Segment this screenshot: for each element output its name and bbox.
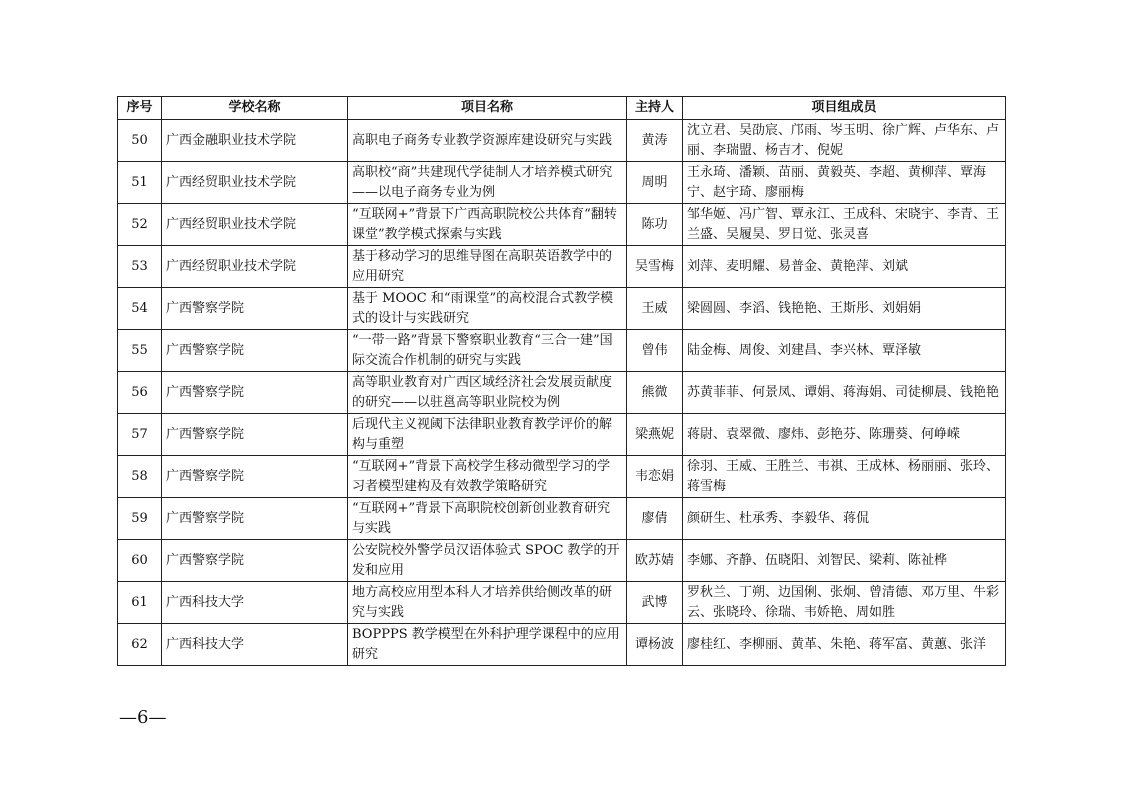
table-header-row [118, 97, 1006, 120]
header-school: 学校名称 [162, 97, 348, 120]
cell-school: 广西警察学院 [162, 372, 348, 414]
cell-no: 58 [118, 456, 162, 498]
cell-project: 公安院校外警学员汉语体验式 SPOC 教学的开发和应用 [348, 540, 627, 582]
cell-no: 62 [118, 624, 162, 666]
cell-project: 地方高校应用型本科人才培养供给侧改革的研究与实践 [348, 582, 627, 624]
cell-host: 韦恋娟 [627, 456, 683, 498]
cell-school: 广西警察学院 [162, 288, 348, 330]
cell-project: 后现代主义视阈下法律职业教育教学评价的解构与重塑 [348, 414, 627, 456]
cell-school: 广西警察学院 [162, 414, 348, 456]
cell-host: 吴雪梅 [627, 246, 683, 288]
cell-members: 廖桂红、李柳丽、黄革、朱艳、蒋军富、黄蕙、张洋 [683, 624, 1006, 666]
cell-no: 61 [118, 582, 162, 624]
table-row [118, 246, 1006, 288]
cell-members: 邹华姬、冯广智、覃永江、王成科、宋晓宇、李青、王兰盛、吴履昊、罗日觉、张灵喜 [683, 204, 1006, 246]
cell-school: 广西金融职业技术学院 [162, 120, 348, 162]
header-members: 项目组成员 [683, 97, 1006, 120]
cell-host: 武博 [627, 582, 683, 624]
cell-members: 陆金梅、周俊、刘建昌、李兴林、覃泽敏 [683, 330, 1006, 372]
cell-no: 59 [118, 498, 162, 540]
cell-project: “互联网+”背景下高校学生移动微型学习的学习者模型建构及有效教学策略研究 [348, 456, 627, 498]
header-project: 项目名称 [348, 97, 627, 120]
table-row [118, 582, 1006, 624]
cell-host: 王威 [627, 288, 683, 330]
cell-no: 57 [118, 414, 162, 456]
project-table [117, 96, 1006, 666]
table-row [118, 204, 1006, 246]
table-row [118, 372, 1006, 414]
cell-members: 刘萍、麦明耀、易普金、黄艳萍、刘斌 [683, 246, 1006, 288]
cell-project: 高等职业教育对广西区域经济社会发展贡献度的研究——以驻邕高等职业院校为例 [348, 372, 627, 414]
cell-school: 广西警察学院 [162, 330, 348, 372]
cell-no: 51 [118, 162, 162, 204]
cell-project: 基于移动学习的思维导图在高职英语教学中的应用研究 [348, 246, 627, 288]
cell-members: 徐羽、王威、王胜兰、韦祺、王成林、杨丽丽、张玲、蒋雪梅 [683, 456, 1006, 498]
table-row [118, 624, 1006, 666]
cell-no: 50 [118, 120, 162, 162]
cell-school: 广西经贸职业技术学院 [162, 204, 348, 246]
cell-project: “互联网+”背景下广西高职院校公共体育“翻转课堂”教学模式探索与实践 [348, 204, 627, 246]
cell-host: 周明 [627, 162, 683, 204]
cell-school: 广西科技大学 [162, 624, 348, 666]
table-row [118, 498, 1006, 540]
header-host: 主持人 [627, 97, 683, 120]
cell-host: 黄涛 [627, 120, 683, 162]
table-row [118, 162, 1006, 204]
cell-host: 曾伟 [627, 330, 683, 372]
cell-members: 颜研生、杜承秀、李毅华、蒋侃 [683, 498, 1006, 540]
table-row [118, 414, 1006, 456]
cell-school: 广西经贸职业技术学院 [162, 162, 348, 204]
cell-host: 廖倩 [627, 498, 683, 540]
cell-project: BOPPPS 教学模型在外科护理学课程中的应用研究 [348, 624, 627, 666]
cell-no: 60 [118, 540, 162, 582]
cell-host: 欧苏婧 [627, 540, 683, 582]
cell-project: 高职校“商”共建现代学徒制人才培养模式研究——以电子商务专业为例 [348, 162, 627, 204]
cell-school: 广西科技大学 [162, 582, 348, 624]
table-body [118, 120, 1006, 666]
cell-project: 高职电子商务专业教学资源库建设研究与实践 [348, 120, 627, 162]
cell-no: 53 [118, 246, 162, 288]
cell-project: “互联网+”背景下高职院校创新创业教育研究与实践 [348, 498, 627, 540]
cell-members: 李娜、齐静、伍晓阳、刘智民、梁莉、陈祉桦 [683, 540, 1006, 582]
cell-school: 广西警察学院 [162, 540, 348, 582]
table-row [118, 456, 1006, 498]
cell-no: 54 [118, 288, 162, 330]
cell-host: 梁燕妮 [627, 414, 683, 456]
cell-no: 56 [118, 372, 162, 414]
cell-members: 沈立君、吴劭宸、邝雨、岑玉明、徐广辉、卢华东、卢丽、李瑞盟、杨吉才、倪妮 [683, 120, 1006, 162]
cell-members: 梁圆圆、李滔、钱艳艳、王斯彤、刘娟娟 [683, 288, 1006, 330]
cell-project: 基于 MOOC 和“雨课堂”的高校混合式教学模式的设计与实践研究 [348, 288, 627, 330]
cell-no: 55 [118, 330, 162, 372]
cell-members: 苏黄菲菲、何景凤、谭娟、蒋海娟、司徒柳晨、钱艳艳 [683, 372, 1006, 414]
table-row [118, 120, 1006, 162]
table-row [118, 540, 1006, 582]
header-no: 序号 [118, 97, 162, 120]
cell-project: “一带一路”背景下警察职业教育“三合一建”国际交流合作机制的研究与实践 [348, 330, 627, 372]
cell-members: 王永琦、潘颖、苗丽、黄毅英、李超、黄柳萍、覃海宁、赵宇琦、廖丽梅 [683, 162, 1006, 204]
cell-members: 罗秋兰、丁朔、边国俐、张炯、曾清德、邓万里、牛彩云、张晓玲、徐瑞、韦娇艳、周如胜 [683, 582, 1006, 624]
cell-host: 陈功 [627, 204, 683, 246]
cell-school: 广西警察学院 [162, 456, 348, 498]
cell-host: 谭杨波 [627, 624, 683, 666]
cell-school: 广西经贸职业技术学院 [162, 246, 348, 288]
cell-school: 广西警察学院 [162, 498, 348, 540]
page-number: —6— [119, 707, 167, 728]
table-row [118, 288, 1006, 330]
cell-host: 熊微 [627, 372, 683, 414]
cell-no: 52 [118, 204, 162, 246]
cell-members: 蒋尉、袁翠微、廖炜、彭艳芬、陈珊葵、何峥嵘 [683, 414, 1006, 456]
table-row [118, 330, 1006, 372]
